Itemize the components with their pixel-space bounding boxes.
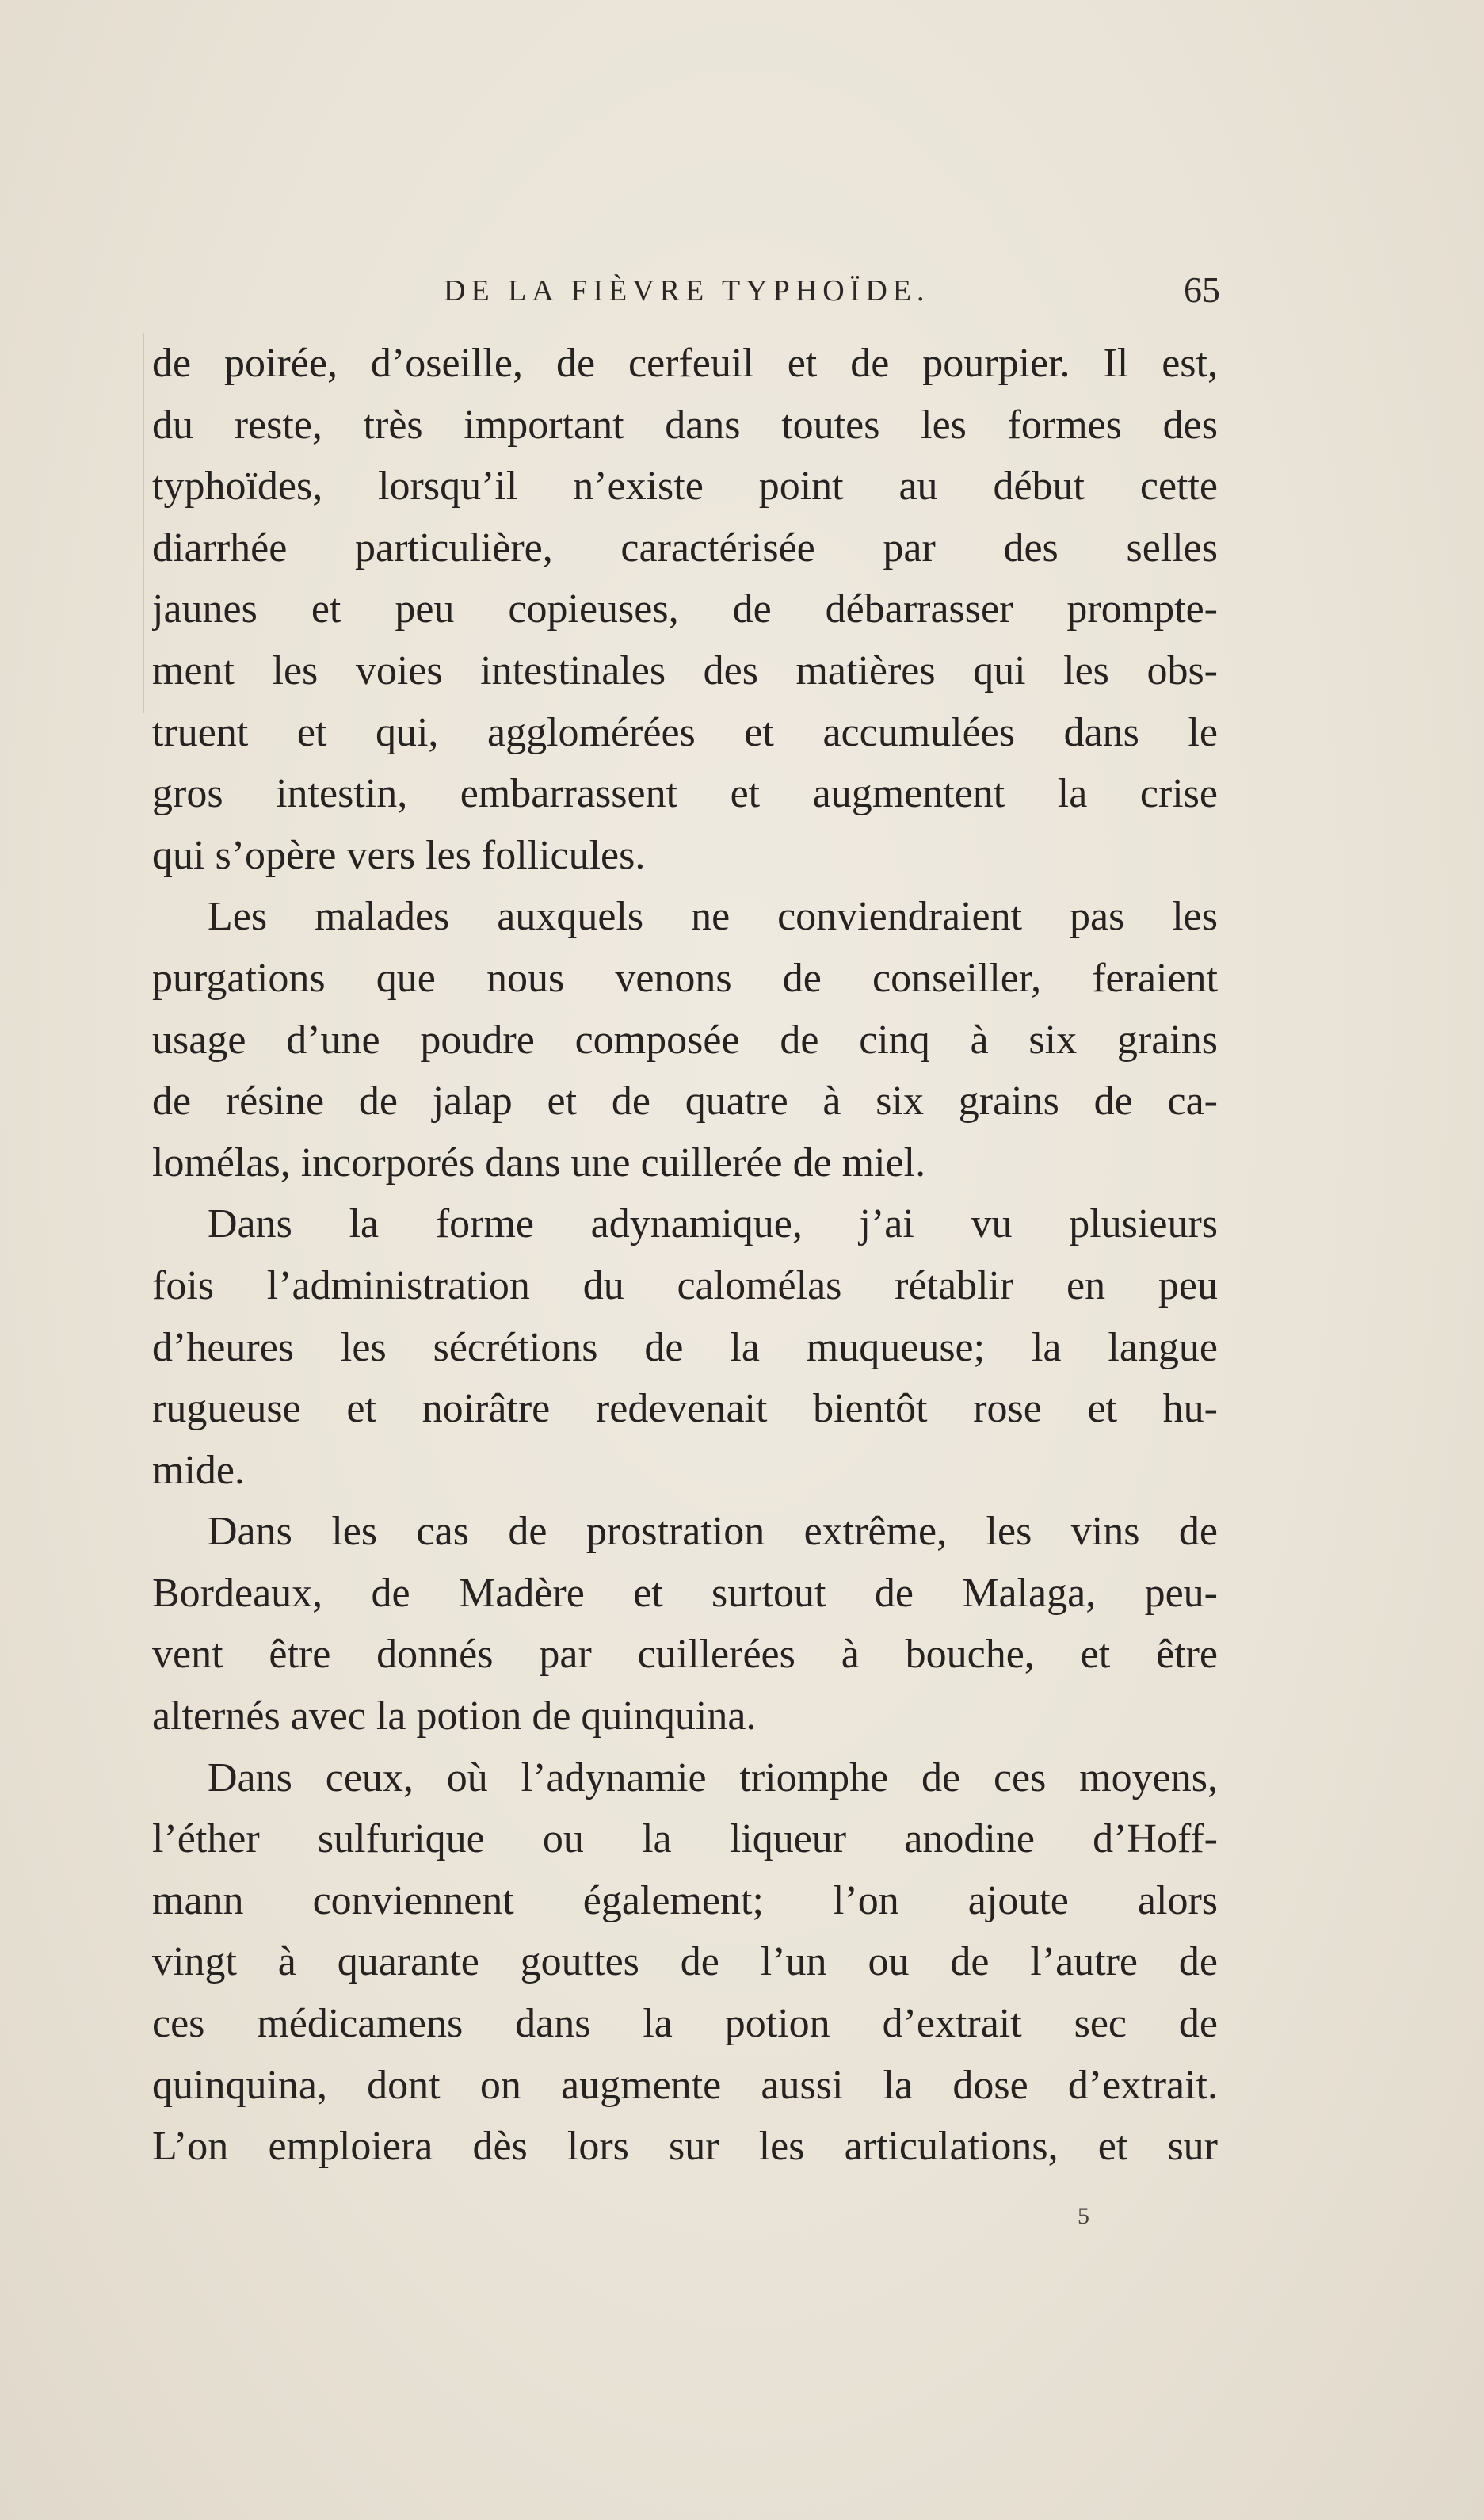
- signature-mark: 5: [1078, 2203, 1089, 2229]
- text-line: l’éther sulfurique ou la liqueur anodine d’Hoff-: [152, 1816, 1218, 1862]
- text-line: purgations que nous venons de conseiller, feraient: [152, 955, 1218, 1001]
- running-title: DE LA FIÈVRE TYPHOÏDE.: [444, 274, 930, 307]
- text-line: typhoïdes, lorsqu’il n’existe point au début cette: [152, 464, 1218, 510]
- text-line: vent être donnés par cuillerées à bouche, et être: [152, 1632, 1218, 1678]
- text-line: de poirée, d’oseille, de cerfeuil et de pourpier. Il est,: [152, 341, 1218, 386]
- text-line: gros intestin, embarrassent et augmentent la crise: [152, 771, 1218, 817]
- text-line: jaunes et peu copieuses, de débarrasser prompte-: [152, 586, 1218, 632]
- text-line: L’on emploiera dès lors sur les articulations, et sur: [152, 2124, 1218, 2170]
- text-line: ces médicamens dans la potion d’extrait sec de: [152, 2001, 1218, 2047]
- text-line: rugueuse et noirâtre redevenait bientôt rose et hu-: [152, 1386, 1218, 1432]
- page-header: [444, 269, 1220, 321]
- text-line: vingt à quarante gouttes de l’un ou de l’autre de: [152, 1939, 1218, 1985]
- text-line: lomélas, incorporés dans une cuillerée de miel.: [152, 1140, 926, 1186]
- text-line: truent et qui, agglomérées et accumulées dans le: [152, 709, 1218, 755]
- text-line: Dans ceux, où l’adynamie triomphe de ces moyens,: [208, 1754, 1218, 1800]
- text-line: Dans la forme adynamique, j’ai vu plusieurs: [208, 1201, 1218, 1247]
- text-line: mide.: [152, 1447, 245, 1493]
- body-text: [152, 333, 1218, 2178]
- text-line: ment les voies intestinales des matières qui les obs-: [152, 647, 1218, 693]
- text-line: du reste, très important dans toutes les formes des: [152, 402, 1218, 448]
- page-number: 65: [1184, 269, 1220, 310]
- text-line: Bordeaux, de Madère et surtout de Malaga, peu-: [152, 1570, 1218, 1616]
- text-line: de résine de jalap et de quatre à six grains de ca-: [152, 1079, 1218, 1124]
- text-line: qui s’opère vers les follicules.: [152, 832, 646, 878]
- text-line: Dans les cas de prostration extrême, les vins de: [208, 1509, 1218, 1555]
- text-line: usage d’une poudre composée de cinq à six grains: [152, 1017, 1218, 1063]
- text-line: d’heures les sécrétions de la muqueuse; la langue: [152, 1324, 1218, 1370]
- text-line: mann conviennent également; l’on ajoute alors: [152, 1877, 1218, 1923]
- page-fold-shadow: [143, 333, 144, 713]
- text-line: fois l’administration du calomélas rétablir en peu: [152, 1262, 1218, 1308]
- text-line: alternés avec la potion de quinquina.: [152, 1693, 757, 1739]
- text-line: Les malades auxquels ne conviendraient pas les: [208, 894, 1218, 940]
- text-line: quinquina, dont on augmente aussi la dose d’extrait.: [152, 2062, 1218, 2108]
- text-line: diarrhée particulière, caractérisée par des selles: [152, 525, 1218, 571]
